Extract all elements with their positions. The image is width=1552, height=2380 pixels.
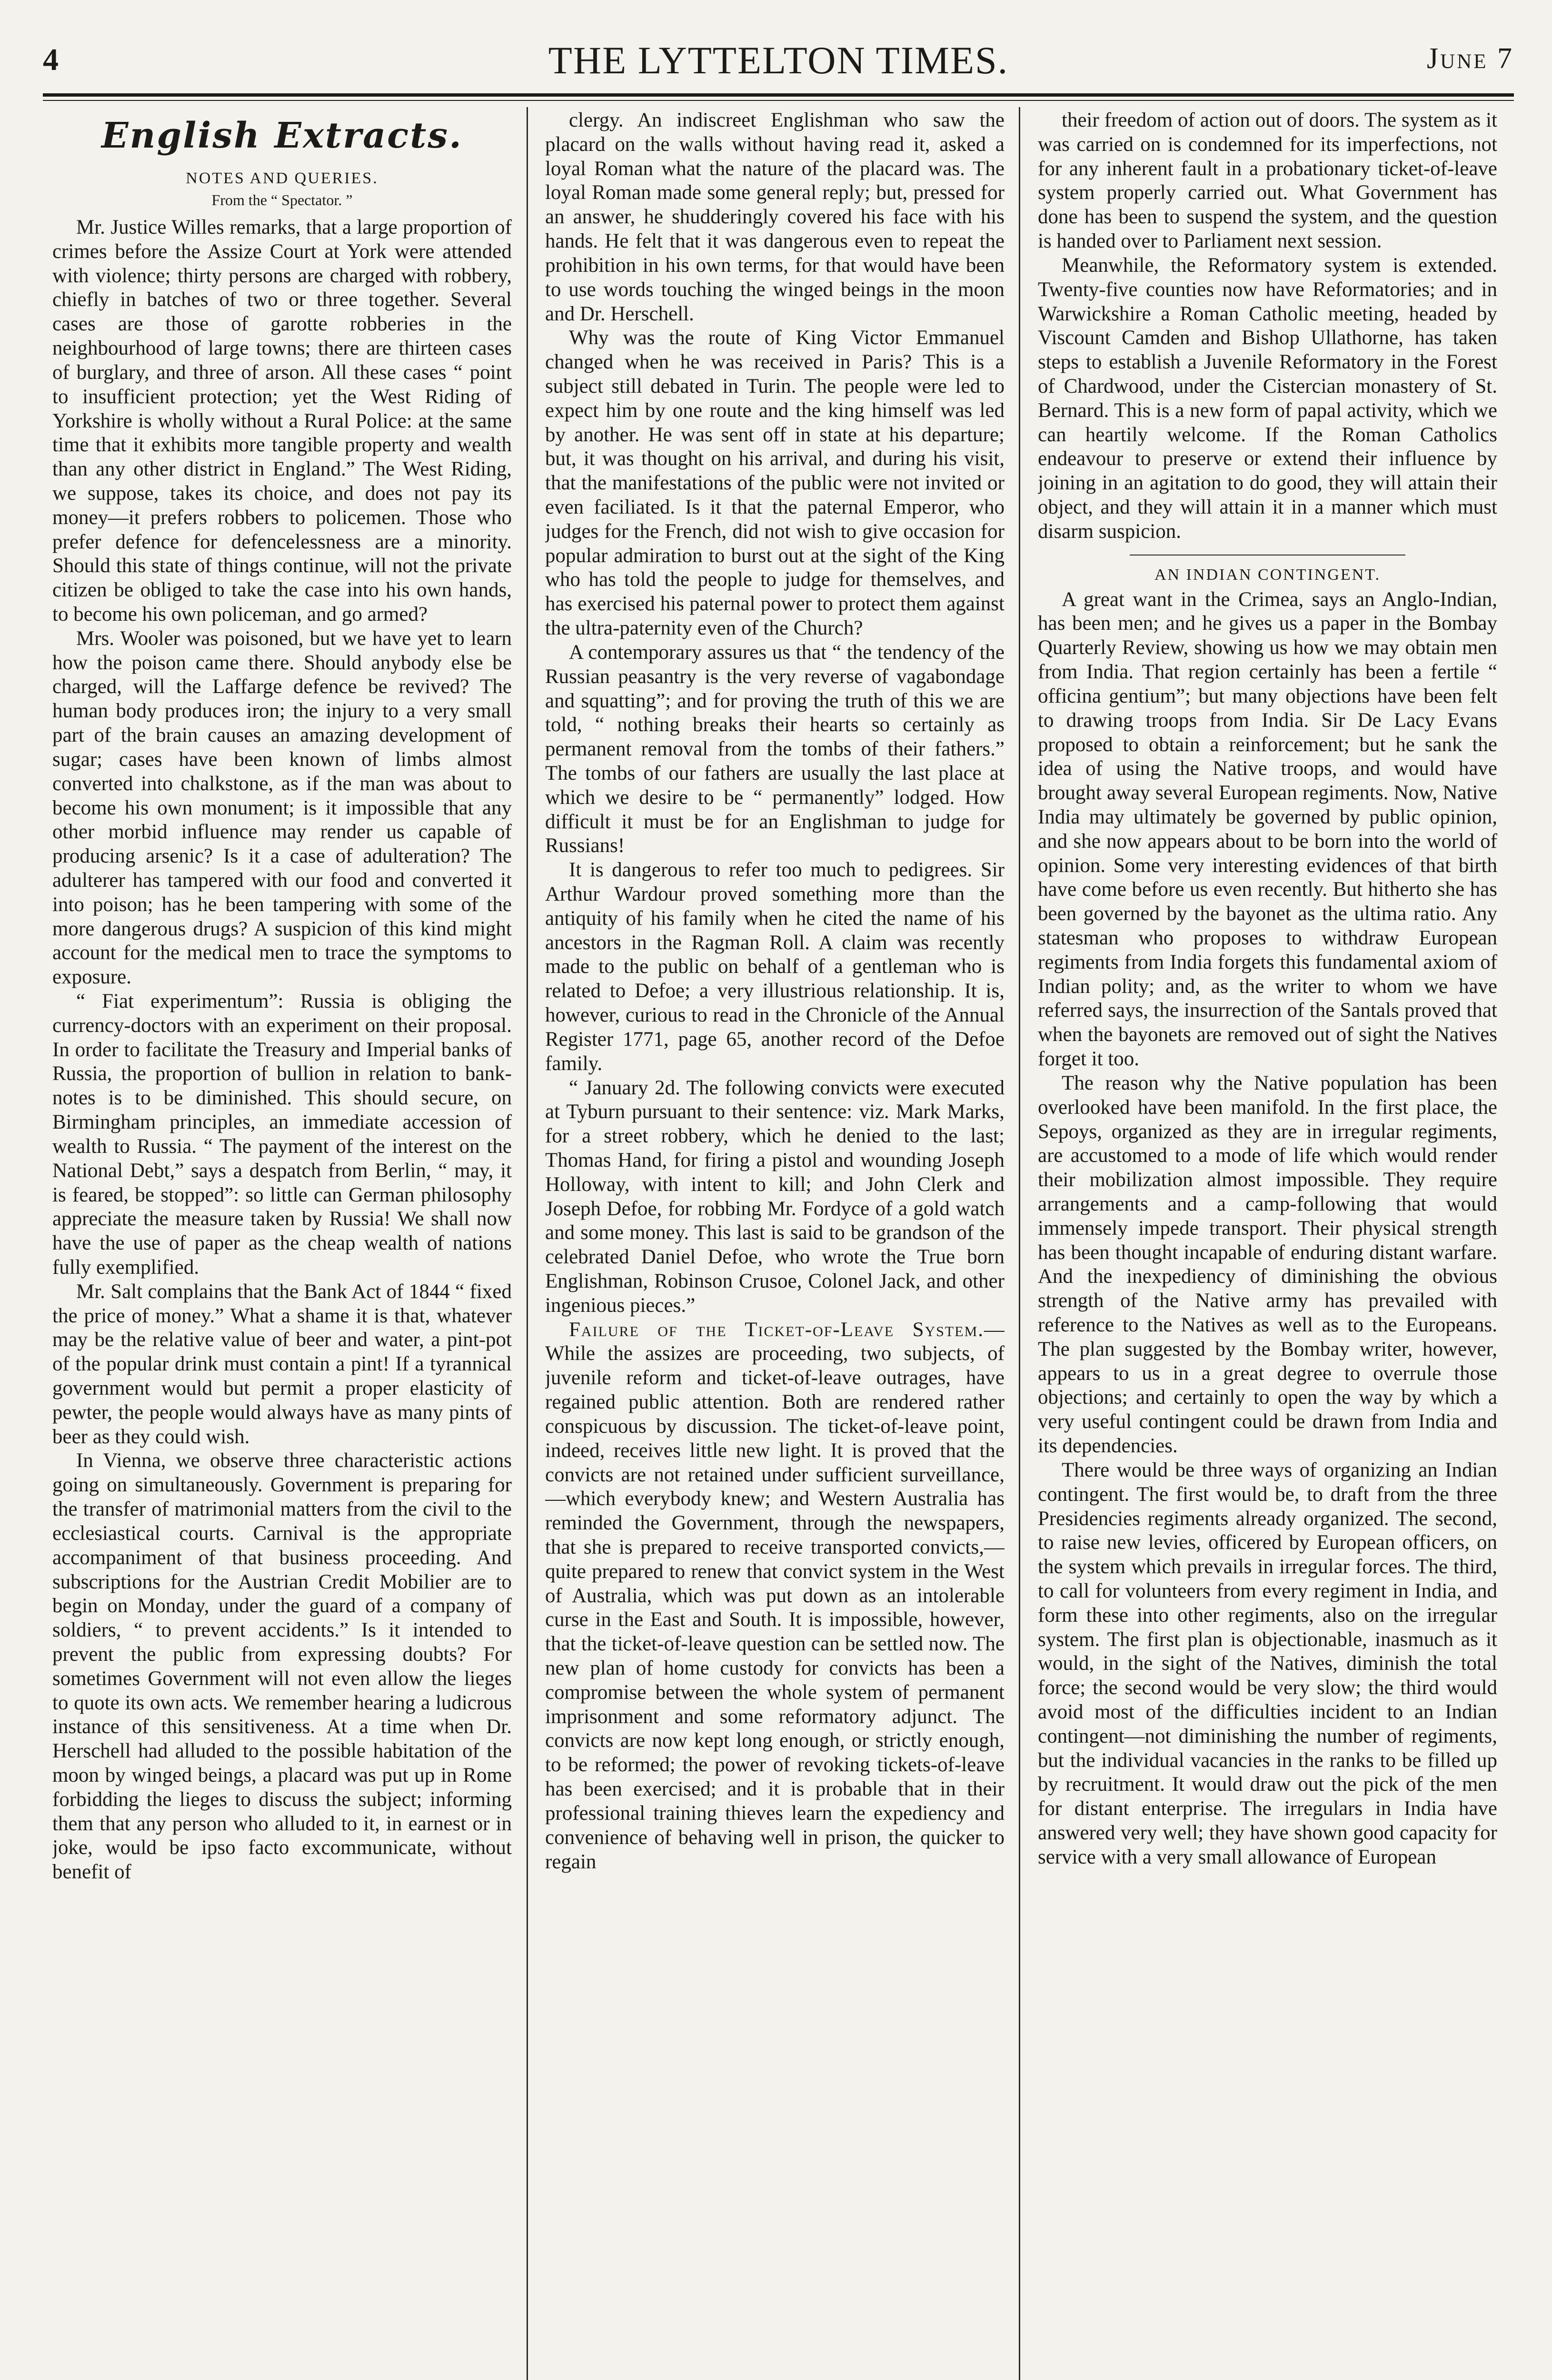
paragraph: Mr. Justice Willes remarks, that a large proportion of crimes before the Assize Court at York were attended with violence; thirty persons are charged with robbery, chiefly in batches of two or three together. Several cases are those of garotte robberies in the neighbourhood of large towns; there are thirteen cases of burglary, and three of arson. All these cases “ point to insufficient protection; yet the West Riding of Yorkshire is wholly without a Rural Police: at the same time that it exhibits more tangible property and wealth than any other district in England.” The West Riding, we suppose, takes its choice, and does not pay its money—it prefers robbers to policemen. Those who prefer defence for defencelessness are a minority. Should this state of things continue, will not the private citizen be obliged to take the case into his own hands, to become his own policeman, and go armed?	[52, 216, 512, 625]
source-line: From the “ Spectator. ”	[211, 191, 353, 208]
column-rule	[1019, 107, 1020, 2380]
masthead-rule-thick	[43, 93, 1514, 97]
section-title: English Extracts.	[101, 115, 463, 156]
paragraph: clergy. An indiscreet Englishman who saw the placard on the walls without having read it, asked a loyal Roman what the nature of the placard was. The loyal Roman made some general reply; but, pressed for an answer, he shudderingly covered his face with his hands. He felt that it was dangerous even to repeat the prohibition in his own terms, for that would have been to use words touching the winged beings in the moon and Dr. Herschell.	[545, 109, 1005, 325]
paragraph: “ January 2d. The following convicts were executed at Tyburn pursuant to their sentence: viz. Mark Marks, for a street robbery, which he denied to the last; Thomas Hand, for firing a pistol and wounding Joseph Holloway, with intent to kill; and John Clerk and Joseph Defoe, for robbing Mr. Fordyce of a gold watch and some money. This last is said to be grandson of the celebrated Daniel Defoe, who wrote the True born Englishman, Robinson Crusoe, Colonel Jack, and other ingenious pieces.”	[545, 1076, 1005, 1317]
article-heading: AN INDIAN CONTINGENT.	[1154, 565, 1381, 584]
page-number: 4	[43, 42, 59, 77]
paragraph: Mrs. Wooler was poisoned, but we have yet to learn how the poison came there. Should anybody else be charged, will the Laffarge defence be revived? The human body produces iron; the injury to a very small part of the brain causes an amazing development of sugar; cases have been known of limbs almost converted into chalkstone, as if the man was about to become his own monument; is it impossible that any other morbid influence may render us capable of producing arsenic? Is it a case of adulteration? The adulterer has tampered with our food and converted it into poison; has he been tampering with some of the more dangerous drugs? A suspicion of this kind might account for the medical men to trace the symptoms to exposure.	[52, 627, 512, 989]
paragraph: There would be three ways of organizing an Indian contingent. The first would be, to draft from the three Presidencies regiments already organized. The second, to raise new levies, officered by European officers, on the system which prevails in irregular forces. The third, to call for volunteers from every regiment in India, and form these into other regiments, also on the irregular system. The first plan is objectionable, inasmuch as it would, in the sight of the Natives, diminish the total force; the second would be very slow; the third would avoid most of the difficulties incident to an Indian contingent—not diminishing the number of regiments, but the individual vacancies in the ranks to be filled up by recruitment. It would draw out the pick of the men for distant enterprise. The irregulars in India have answered very well; they have shown good capacity for service with a very small allowance of European	[1038, 1458, 1497, 1868]
paragraph-ticket-of-leave	[545, 1318, 1005, 1874]
issue-date: June 7	[1426, 42, 1514, 75]
paragraph: “ Fiat experimentum”: Russia is obliging the currency-doctors with an experiment on their proposal. In order to facilitate the Treasury and Imperial banks of Russia, the proportion of bullion in relation to bank-notes is to be diminished. This should secure, on Birmingham principles, an immediate accession of wealth to Russia. “ The payment of the interest on the National Debt,” says a despatch from Berlin, “ may, it is feared, be stopped”: so little can German philosophy appreciate the measure taken by Russia! We shall now have the use of paper as the cheap wealth of nations fully exemplified.	[52, 990, 512, 1279]
column-3	[1038, 109, 1497, 2380]
paragraph: their freedom of action out of doors. The system as it was carried on is condemned for its imperfections, not for any inherent fault in a probationary ticket-of-leave system properly carried out. What Government has done has been to suspend the system, and the question is handed over to Parliament next session.	[1038, 109, 1497, 253]
paragraph: A contemporary assures us that “ the tendency of the Russian peasantry is the very reverse of vagabondage and squatting”; and for proving the truth of this we are told, “ nothing breaks their hearts so certainly as permanent removal from the tombs of their fathers.” The tombs of our fathers are usually the last place at which we desire to be “ permanently” lodged. How difficult it must be for an Englishman to judge for Russians!	[545, 641, 1005, 857]
paper-title: THE LYTTELTON TIMES.	[548, 39, 1009, 82]
paragraph: Meanwhile, the Reformatory system is extended. Twenty-five counties now have Reformatories; and in Warwickshire a Roman Catholic meeting, headed by Viscount Camden and Bishop Ullathorne, has taken steps to establish a Juvenile Reformatory in the Forest of Chardwood, under the Cistercian monastery of St. Bernard. This is a new form of papal activity, which we can heartily welcome. If the Roman Catholics endeavour to preserve or extend their influence by joining in an agitation to do good, they will attain their object, and they will attain it in a manner which must disarm suspicion.	[1038, 254, 1497, 543]
ticket-of-leave-lead: Failure of the Ticket-of-Leave System.	[569, 1318, 984, 1341]
ticket-of-leave-body: —While the assizes are proceeding, two subjects, of juvenile reform and ticket-of-leave outrages, have regained public attention. Both are rendered rather conspicuous by discussion. The ticket-of-leave point, indeed, receives little new light. It is proved that the convicts are not retained under sufficient surveillance,—which everybody knew; and Western Australia has reminded the Government, through the newspapers, that she is prepared to receive transported convicts,—quite prepared to renew that convict system in the West of Australia, which was put down as an intolerable curse in the East and South. It is impossible, however, that the ticket-of-leave question can be settled now. The new plan of home custody for convicts has been a compromise between the whole system of permanent imprisonment and some reformatory adjunct. The convicts are now kept long enough, or strictly enough, to be reformed; the power of revoking tickets-of-leave has been exercised; and it is probable that in their professional training thieves learn the expediency and convenience of behaving well in prison, the quicker to regain	[545, 1318, 1005, 1873]
masthead-rule-thin	[43, 100, 1514, 101]
paragraph: The reason why the Native population has been overlooked have been manifold. In the first place, the Sepoys, organized as they are in irregular regiments, are accustomed to a mode of life which would render their mobilization almost impossible. They require arrangements and a camp-following that would immensely impede transport. Their physical strength has been thought incapable of enduring distant warfare. And the inexpediency of diminishing the obvious strength of the Native army has prevailed with reference to the Natives as well as to the Europeans. The plan suggested by the Bombay writer, however, appears to us in a great degree to overrule those objections; and certainly to open the way by which a very useful contingent could be drawn from India and its dependencies.	[1038, 1071, 1497, 1458]
column-rule	[527, 107, 528, 2380]
paragraph: In Vienna, we observe three characteristic actions going on simultaneously. Government is preparing for the transfer of matrimonial matters from the civil to the ecclesiastical courts. Carnival is the appropriate accompaniment of that business proceeding. And subscriptions for the Austrian Credit Mobilier are to begin on Monday, under the guard of a company of soldiers, “ to prevent accidents.” Is it intended to prevent the public from expressing doubts? For sometimes Government will not even allow the lieges to quote its own acts. We remember hearing a ludicrous instance of this sensitiveness. At a time when Dr. Herschell had alluded to the possible habitation of the moon by winged beings, a placard was put up in Rome forbidding the lieges to discuss the subject; informing them that any person who alluded to it, in earnest or in joke, would be ipso facto excommunicate, without benefit of	[52, 1449, 512, 1884]
masthead	[43, 38, 1514, 90]
column-1	[52, 109, 512, 2380]
column-2	[545, 109, 1005, 2380]
paragraph: It is dangerous to refer too much to pedigrees. Sir Arthur Wardour proved something more than the antiquity of his family when he cited the name of his ancestors in the Ragman Roll. A claim was recently made to the public on behalf of a gentleman who is related to Defoe; a very illustrious relationship. It is, however, curious to read in the Chronicle of the Annual Register 1771, page 65, another record of the Defoe family.	[545, 859, 1005, 1075]
paragraph: Why was the route of King Victor Emmanuel changed when he was received in Paris? This is a subject still debated in Turin. The people were led to expect him by one route and the king himself was led by another. He was sent off in state at his departure; but, it was thought on his arrival, and during his visit, that the manifestations of the public were not invited or even faciliated. Is it that the paternal Emperor, who judges for the French, did not wish to give occasion for popular admiration to burst out at the sight of the King who has told the people to judge for themselves, and has exercised his paternal power to protect them against the ultra-paternity even of the Church?	[545, 327, 1005, 640]
section-subhead: NOTES AND QUERIES.	[186, 169, 378, 187]
paragraph: A great want in the Crimea, says an Anglo-Indian, has been men; and he gives us a paper in the Bombay Quarterly Review, showing us how we may obtain men from India. That region certainly has been a fertile “ officina gentium”; but many objections have been felt to drawing troops from India. Sir De Lacy Evans proposed to obtain a reinforcement; but he sank the idea of using the Native troops, and would have brought away several European regiments. Now, Native India may ultimately be governed by public opinion, and she now appears about to be born into the world of opinion. Some very interesting evidences of that birth have come before us even recently. But hitherto she has been governed by the bayonet as the ultima ratio. Any statesman who proposes to withdraw European regiments from India forgets this fundamental axiom of Indian polity; and, as the writer to whom we have referred says, the insurrection of the Santals proved that when the bayonets are removed out of sight the Natives forget it too.	[1038, 588, 1497, 1071]
paragraph: Mr. Salt complains that the Bank Act of 1844 “ fixed the price of money.” What a shame it is that, whatever may be the relative value of beer and water, a pint-pot of the popular drink must contain a pint! If a tyrannical government would but permit a proper elasticity of pewter, the people would always have as many pints of beer as they could wish.	[52, 1280, 512, 1448]
